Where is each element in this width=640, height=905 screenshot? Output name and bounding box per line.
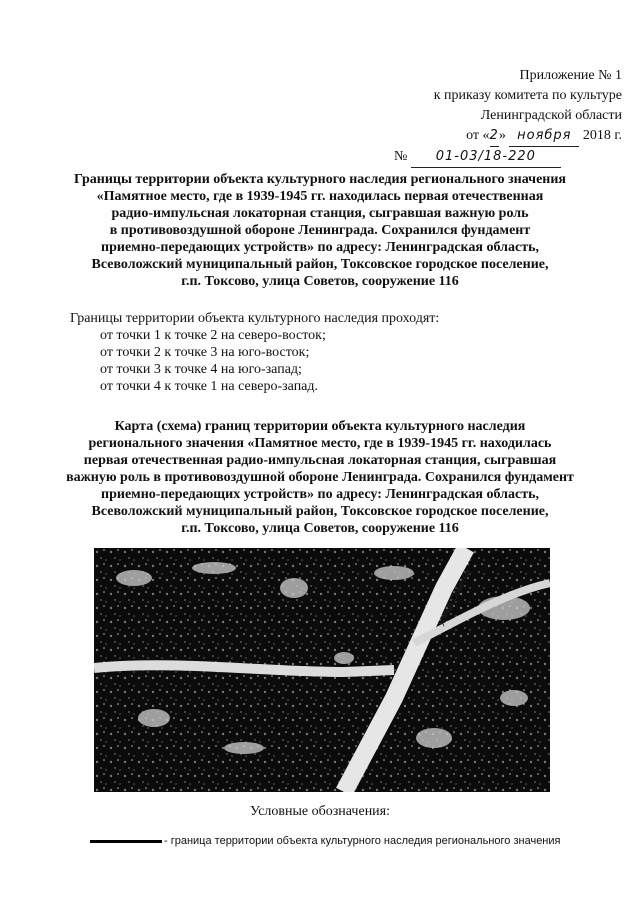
boundary-line-symbol [90,840,162,843]
title-line: «Памятное место, где в 1939-1945 гг. находилась первая отечественная [96,189,544,204]
aerial-map-image [94,548,550,792]
appendix-header [322,66,622,168]
region-line: Ленинградской области [480,108,622,123]
order-number [322,147,622,168]
date-prefix: от « [466,128,490,143]
title-line: приемно-передающих устройств» по адресу: Ленинградская область, [101,240,539,255]
title-line: Всеволожский муниципальный район, Токсовское городское поселение, [91,257,549,272]
appendix-label: Приложение № 1 [519,68,622,83]
order-line: к приказу комитета по культуре [433,88,622,103]
title-line: г.п. Токсово, улица Советов, сооружение 116 [181,274,459,289]
aerial-map [94,548,550,792]
date-day: 2 [490,126,499,147]
map-title-line: Всеволожский муниципальный район, Токсовское городское поселение, [91,504,549,519]
map-title-line: регионального значения «Памятное место, где в 1939-1945 гг. находилась [88,436,552,451]
street-label: улица Советов [434,567,473,627]
number-prefix: № [394,149,408,164]
map-title-line: Карта (схема) границ территории объекта культурного наследия [114,419,526,434]
date-year: 2018 г. [582,128,622,143]
map-title-line: важную роль в противовоздушной обороне Ленинграда. Сохранился фундамент [66,470,574,485]
title-line: радио-импульсная локаторная станция, сыгравшая важную роль [111,206,529,221]
title-line: в противовоздушной обороне Ленинграда. Сохранился фундамент [109,223,531,238]
legend-title: Условные обозначения: [249,804,391,819]
document-title [40,171,600,290]
route-item: от точки 1 к точке 2 на северо-восток; [100,328,326,343]
date-month: ноября [509,126,579,147]
map-title [40,418,600,537]
map-title-line: приемно-передающих устройств» по адресу: Ленинградская область, [101,487,539,502]
map-title-line: первая отечественная радио-импульсная локаторная станция, сыгравшая [83,453,557,468]
route-item: от точки 3 к точке 4 на юго-запад; [100,362,302,377]
date-mid: » [498,128,506,143]
title-line: Границы территории объекта культурного наследия регионального значения [73,172,566,187]
route-item: от точки 2 к точке 3 на юго-восток; [100,345,310,360]
order-date [322,126,622,147]
legend-item-label: - граница территории объекта культурного наследия регионального значения [164,835,561,847]
boundary-intro: Границы территории объекта культурного наследия проходят: [70,311,440,326]
number-value: 01-03/18-220 [411,147,561,168]
route-item: от точки 4 к точке 1 на северо-запад. [100,379,319,394]
map-title-line: г.п. Токсово, улица Советов, сооружение 116 [181,521,459,536]
